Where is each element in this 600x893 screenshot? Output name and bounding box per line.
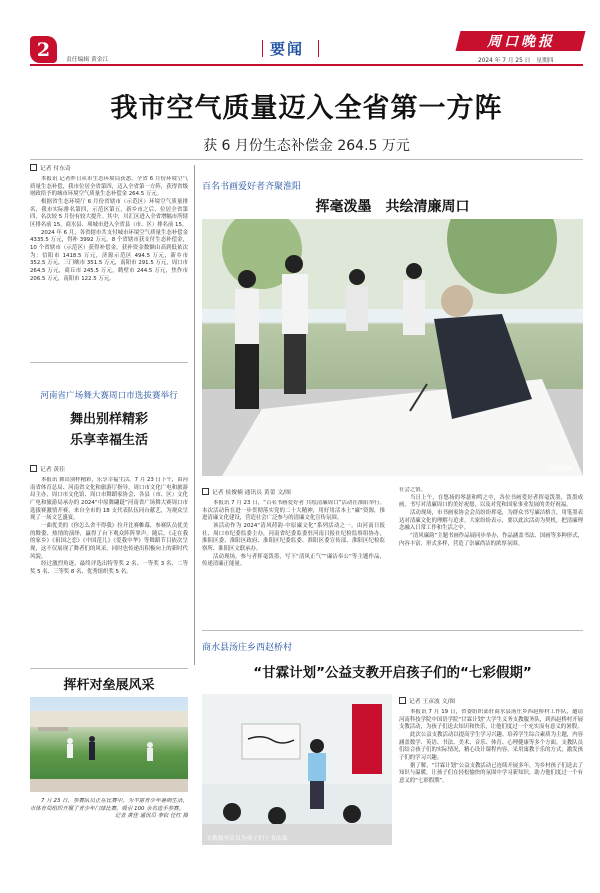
byline-square-icon bbox=[30, 164, 37, 171]
volunteer-byline bbox=[399, 696, 455, 705]
calligraphy-body-right bbox=[399, 487, 583, 622]
calligraphy-paragraph: 活动现场，市书画家协会会员纷纷挥毫，为群众书写廉洁格言，用笔墨表达对清廉文化的理解与追求。大家纷纷表示，要以此次活动为契机，把清廉理念融入日常工作和生活之中。 bbox=[399, 510, 583, 532]
tug-caption-credit: 记者 黄佳 通讯员 李钦 任红 摄 bbox=[114, 813, 188, 820]
dance-byline bbox=[30, 464, 65, 473]
dance-paragraph: 一曲优美的《你怎么舍不得我》拉开比赛帷幕，参赛队员优美的舞姿、热情的演绎，赢得了台下观众阵阵掌声。随后，《走在我的家乡》《祖国之恋》《中国范儿》《爱我中华》等舞蹈节目依次呈现，这不仅展现了舞者们的风采，同时也传递出积极向上的新时代风貌。 bbox=[30, 523, 188, 560]
calligraphy-paragraph: 社会之情。 bbox=[399, 487, 426, 493]
calligraphy-photo bbox=[202, 219, 583, 476]
lead-paragraph: 根据省生态环境厅 6 月份省辖市（示范区）环境空气质量排名，我市实际排名第四，示范区第五，新乡市之后，位居全省第四，名次较 5 月份有较大提升。其中，川汇区进入全省增幅市所辖区排名前 15，商水县、项城市进入全省县（市、区）排名前 15。 bbox=[30, 199, 188, 229]
dance-paragraph: 本报讯 舞出别样精彩，乐享幸福生活。7 月 23 日下午，由河南省体育总局、河南省文化和旅游厅指导，周口市文化广电和旅游局主办，周口市文化馆、周口市舞蹈家协会、各县（市、区）文化广电和旅游局承办的 2024“中原舞翩跹”河南省广场舞大赛周口市选拔赛激情开赛，来自全市的 18 支代表队伍同台献艺，为观众呈现了一场文艺盛宴。 bbox=[30, 477, 188, 522]
dance-paragraph: 经过激烈角逐，最终评选出特等奖 2 名、一等奖 3 名、二等奖 5 名、三等奖 8 名、优秀组织奖 5 名。 bbox=[30, 561, 188, 576]
dance-top-rule bbox=[30, 362, 188, 363]
tug-top-rule bbox=[30, 668, 188, 669]
byline-square-icon bbox=[202, 488, 209, 495]
section-title: 要闻 bbox=[270, 40, 305, 58]
calligraphy-byline-text: 记者 侯俊楠 通讯员 黄蕾 文/图 bbox=[212, 490, 291, 496]
column-divider bbox=[194, 165, 195, 665]
dance-title-line1: 舞出别样精彩 bbox=[69, 412, 148, 427]
calligraphy-paragraph: “清风廉韵”主题书画作品展同步举办，作品涵盖书法、国画等多种形式，内容丰富，形式多样，营造了崇廉尚洁的浓厚氛围。 bbox=[399, 533, 583, 547]
volunteer-kicker: 商水县汤庄乡西赵桥村 bbox=[202, 643, 293, 653]
tug-photo bbox=[30, 697, 188, 792]
lead-paragraph: 2024 年 6 月，各省辖市共支付城市环境空气质量生态补偿金 4335.5 万元，得补 3992 万元。8 个省辖市获支付生态补偿金，10 个省辖市（示范区）获得补偿金。获补资金数额由高到低依次为：信阳市 1418.5 万元，济源示范区 494.5 万元，新乡市 352.5 万元，三门峡市 351.5 万元，南阳市 291.5 万元，周口市 264.5 万元，商丘市 245.5 万元，鹤壁市 244.5 万元，焦作市 206.5 万元，南阳市 122.5 万元。 bbox=[30, 229, 188, 282]
volunteer-photo-caption: 支教服务队员为孩子们上书法课。 bbox=[206, 836, 293, 842]
volunteer-paragraph: 据了解，“甘霖计划”公益支教活动已连续开展多年，为乡村孩子们送去了知识与温暖，让孩子们在轻松愉快的氛围中学习新知识，助力他们度过一个有意义的“七彩假期”。 bbox=[399, 762, 583, 785]
volunteer-title: “甘霖计划”公益支教开启孩子们的“七彩假期” bbox=[253, 665, 532, 681]
volunteer-body bbox=[399, 709, 583, 847]
calligraphy-paragraph: 该活动作为 2024“清风荷韵·中原廉文化”系列活动之一，由河南日报社、周口市纪委监委主办，河南省纪委监委驻河南日报社纪检监察组协办，淮阳区委、淮阳区政府、淮阳区纪委监委、淮阳区委宣传部、淮阳区纪检监察所、淮阳区文联承办。 bbox=[202, 523, 385, 553]
calligraphy-title: 挥毫泼墨 共绘清廉周口 bbox=[315, 199, 470, 215]
tug-title: 挥杆对垒展风采 bbox=[63, 678, 155, 693]
calligraphy-byline bbox=[202, 487, 291, 496]
paper-name: 周口晚报 bbox=[486, 34, 555, 50]
editor-line: 责任编辑 黄金江 bbox=[66, 57, 109, 63]
header-rule bbox=[30, 64, 583, 66]
section-divider-left bbox=[262, 40, 263, 57]
volunteer-paragraph: 本报讯 7 月 19 日，省委组织部驻商水县汤庄乡西赵桥村工作队，邀请河南科技学院中国语学院“甘霖计划”大学生义务支教服务队，到西赵桥村开展支教活动，为孩子们送去知识和快乐，让他们度过一个充实而有意义的暑假。 bbox=[399, 709, 583, 731]
lead-subhead: 获 6 月份生态补偿金 264.5 万元 bbox=[203, 138, 410, 154]
byline-square-icon bbox=[399, 697, 406, 704]
page-number: 2 bbox=[36, 38, 51, 61]
tug-photo-scene bbox=[30, 697, 188, 792]
volunteer-paragraph: 此次公益支教活动以提高学生学习兴趣、培养学生综合素质为主题，内容涵盖数学、英语、书法、美术、音乐、体育、心理健康等多个方面。支教队员们结合孩子们的实际情况，精心设计课程内容，采用寓教于乐的方式，激发孩子们的学习兴趣。 bbox=[399, 732, 583, 762]
volunteer-top-rule bbox=[202, 630, 583, 631]
calligraphy-body-left bbox=[202, 500, 385, 622]
dance-kicker: 河南省广场舞大赛周口市选拔赛举行 bbox=[40, 391, 178, 401]
calligraphy-photo-scene bbox=[202, 219, 583, 476]
section-divider-right bbox=[318, 40, 319, 57]
byline-square-icon bbox=[30, 465, 37, 472]
dance-body bbox=[30, 477, 188, 665]
lead-byline bbox=[30, 163, 71, 172]
lead-body bbox=[30, 176, 188, 356]
paper-logo bbox=[456, 31, 586, 51]
date-line: 2024 年 7 月 25 日 星期四 bbox=[478, 58, 554, 64]
tug-caption-text: 7 月 23 日，参赛队员正在比赛中。为丰富青少年暑期生活，市体育局组织开展了青少年门球比赛，吸引 100 余名选手参赛。 bbox=[30, 798, 188, 812]
lead-byline-text: 记者 付东奇 bbox=[40, 166, 71, 172]
calligraphy-kicker: 百名书画爱好者齐聚淮阳 bbox=[202, 182, 302, 192]
page-number-badge bbox=[30, 36, 57, 63]
dance-title-line2: 乐享幸福生活 bbox=[69, 433, 148, 448]
tug-caption bbox=[30, 798, 188, 838]
lead-headline: 我市空气质量迈入全省第一方阵 bbox=[110, 93, 503, 124]
lead-rule bbox=[30, 159, 583, 160]
calligraphy-paragraph: 本报讯 7 月 23 日，“百名书画爱好者 共绘清廉周口”活动在淮阳举行。本次活动旨在进一步贯彻落实党的二十大精神，用好用活本土“廉”资源，推进清廉文化建设，营造社会广泛参与的清廉文化宣传氛围。 bbox=[202, 500, 385, 522]
volunteer-byline-text: 记者 王彦波 文/图 bbox=[409, 699, 456, 705]
volunteer-photo bbox=[202, 694, 392, 845]
dance-byline-text: 记者 黄佳 bbox=[40, 467, 66, 473]
calligraphy-paragraph: 活动现场，参与者挥毫泼墨，写下“清风正气”“廉洁奉公”等主题作品，传递清廉正能量。 bbox=[202, 553, 385, 568]
calligraphy-paragraph: 当日上午，在悠扬的琴瑟和鸣之中，各位书画爱好者挥毫泼墨，泼墨成画，书写对清廉周口的美好祝愿，以及对党和国家事业发展的美好祝福。 bbox=[399, 494, 583, 509]
lead-paragraph: 本报讯 记者昨日从市生态环境局获悉，全省 6 月份环境空气质量生态补偿，我市位居全省第四，迈入全省第一方阵，获得省级财政给予的城市环境空气质量生态补偿金 264.5 万元。 bbox=[30, 176, 188, 198]
calligraphy-photo-caption: 活动现场。 bbox=[548, 466, 579, 473]
volunteer-photo-scene bbox=[202, 694, 392, 845]
